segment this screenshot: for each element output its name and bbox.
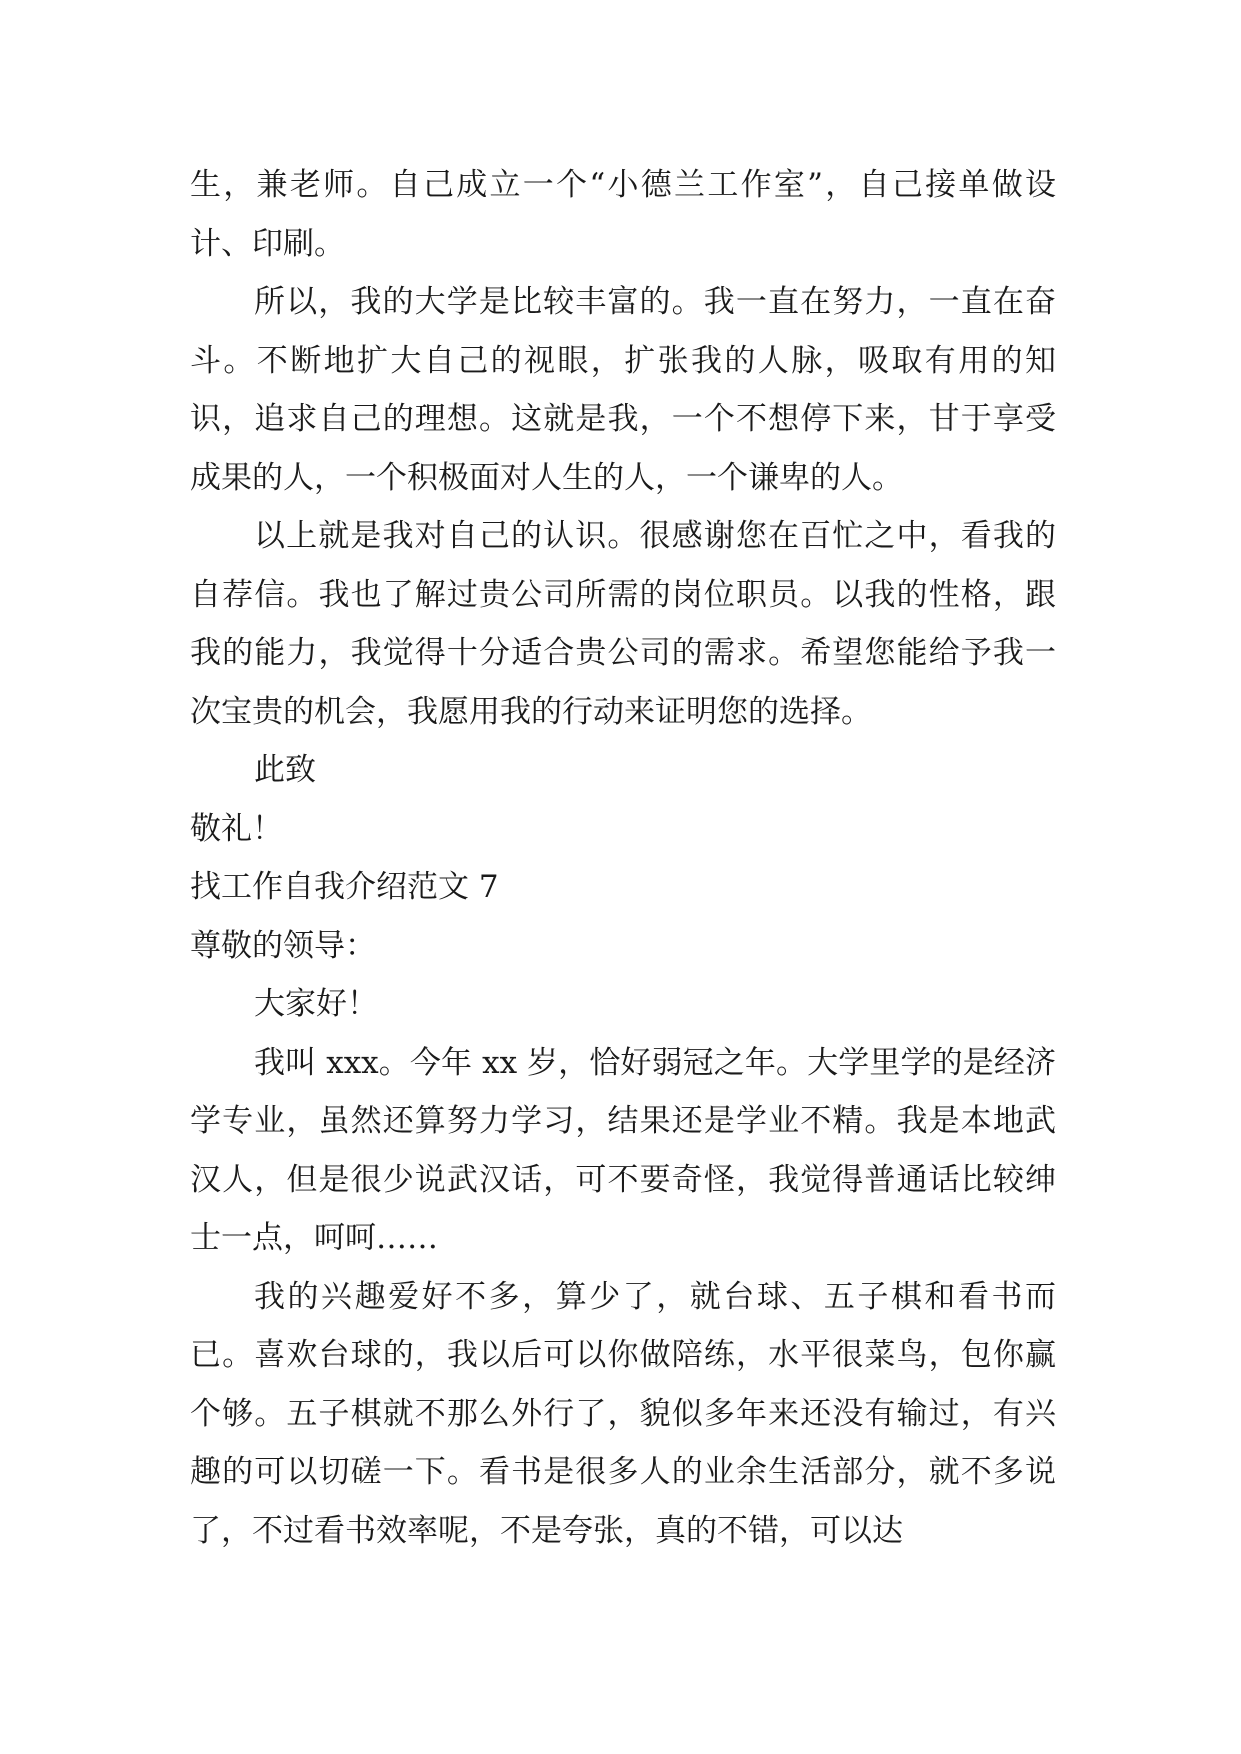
body-text	[190, 156, 1056, 1560]
paragraph-introduction: 我叫 xxx。今年 xx 岁，恰好弱冠之年。大学里学的是经济学专业，虽然还算努力学习，结果还是学业不精。我是本地武汉人，但是很少说武汉话，可不要奇怪，我觉得普通话比较绅士一点，呵呵……	[190, 1044, 1056, 1256]
paragraph-continuation: 生，兼老师。自己成立一个“小德兰工作室”，自己接单做设计、印刷。	[190, 167, 1056, 262]
section-title: 找工作自我介绍范文 7	[190, 869, 499, 905]
paragraph-university: 所以，我的大学是比较丰富的。我一直在努力，一直在奋斗。不断地扩大自己的视眼，扩张我的人脉，吸取有用的知识，追求自己的理想。这就是我，一个不想停下来，甘于享受成果的人，一个积极面对人生的人，一个谦卑的人。	[190, 284, 1056, 496]
closing-salutation: 此致	[254, 752, 316, 788]
closing-regards: 敬礼！	[190, 810, 283, 847]
greeting-hello: 大家好！	[254, 986, 378, 1022]
paragraph-self-recognition: 以上就是我对自己的认识。很感谢您在百忙之中，看我的自荐信。我也了解过贵公司所需的岗位职员。以我的性格，跟我的能力，我觉得十分适合贵公司的需求。希望您能给予我一次宝贵的机会，我愿用我的行动来证明您的选择。	[190, 518, 1056, 730]
paragraph-hobbies: 我的兴趣爱好不多，算少了，就台球、五子棋和看书而已。喜欢台球的，我以后可以你做陪练，水平很菜鸟，包你赢个够。五子棋就不那么外行了，貌似多年来还没有输过，有兴趣的可以切磋一下。看书是很多人的业余生活部分，就不多说了，不过看书效率呢，不是夸张，真的不错，可以达	[190, 1278, 1056, 1549]
greeting-recipient: 尊敬的领导：	[190, 927, 376, 964]
